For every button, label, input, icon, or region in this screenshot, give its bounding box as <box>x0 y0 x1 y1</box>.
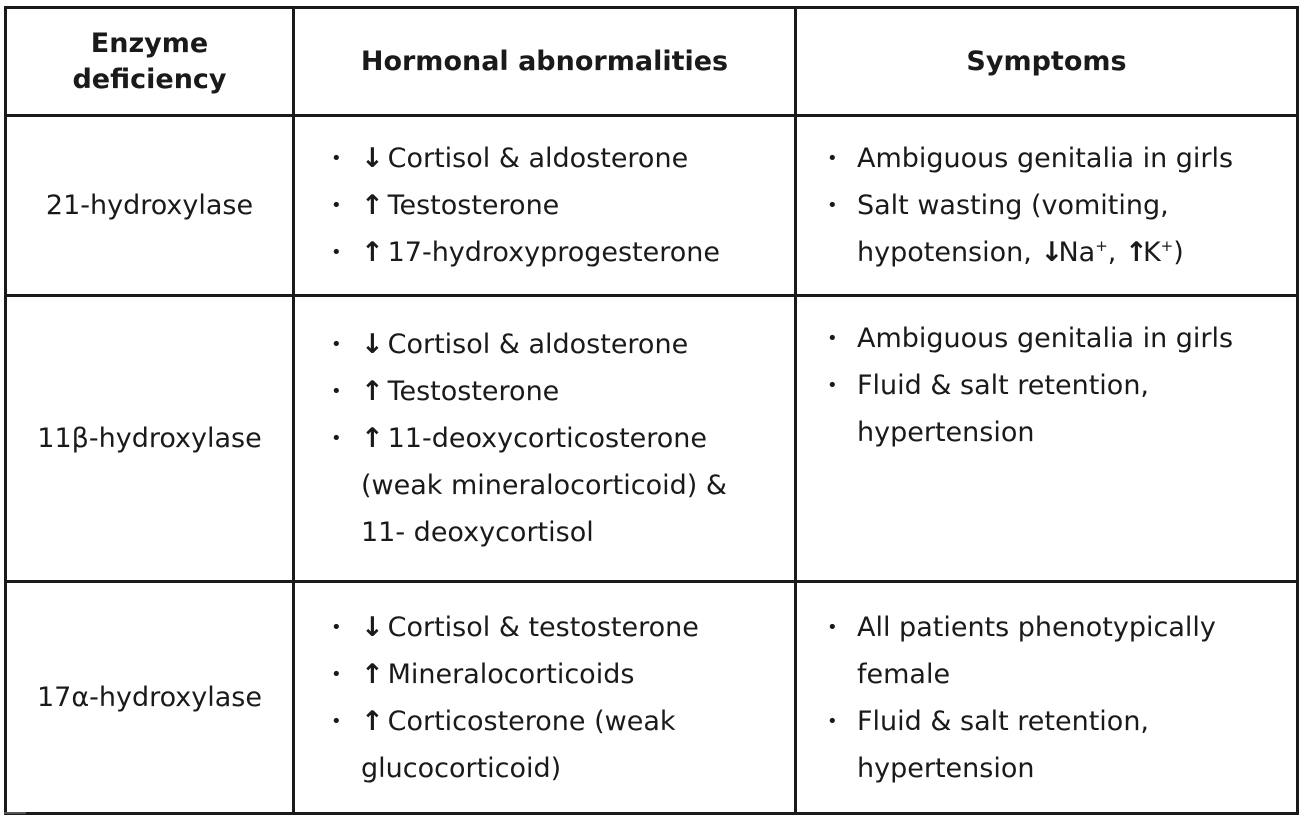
list-item-text: 11-deoxycorticosterone <box>387 423 708 454</box>
separator: , <box>1107 237 1125 268</box>
enzyme-deficiency-table <box>4 6 1299 815</box>
up-arrow-icon: ↑ <box>361 237 384 268</box>
list-item-text: hypertension <box>857 417 1035 448</box>
enzyme-name: 17α-hydroxylase <box>6 582 294 814</box>
list-item <box>331 229 794 276</box>
down-arrow-icon: ↓ <box>361 143 384 174</box>
hormonal-cell <box>294 116 796 296</box>
table-row <box>6 296 1298 582</box>
header-enzyme-line1: Enzyme <box>90 27 209 59</box>
down-arrow-icon: ↓ <box>361 329 384 360</box>
list-item-text: (weak mineralocorticoid) & <box>361 470 727 501</box>
list-item-text: Corticosterone (weak <box>387 705 676 737</box>
list-item <box>331 604 794 651</box>
page-edge-mark <box>4 812 26 814</box>
symptoms-list <box>797 135 1296 276</box>
list-item-text: Testosterone <box>387 376 560 407</box>
list-item-text: hypertension <box>857 752 1035 784</box>
list-item <box>827 604 1296 698</box>
list-item <box>331 698 794 792</box>
list-item <box>827 698 1296 792</box>
symptoms-cell <box>796 296 1298 582</box>
up-arrow-icon: ↑ <box>361 376 384 407</box>
charge-superscript: + <box>1095 237 1108 255</box>
sodium-label: Na <box>1058 237 1096 268</box>
down-arrow-icon: ↓ <box>361 611 384 643</box>
list-item <box>827 362 1296 456</box>
list-item <box>827 182 1296 276</box>
list-item <box>331 368 794 415</box>
list-item-text: glucocorticoid) <box>361 752 562 784</box>
list-item <box>331 651 794 698</box>
hormonal-cell <box>294 582 796 814</box>
symptoms-list <box>797 315 1296 456</box>
list-item-text: 11- deoxycortisol <box>361 517 594 548</box>
list-item-text: Fluid & salt retention, <box>857 705 1150 737</box>
list-item-text: Cortisol & aldosterone <box>387 329 689 360</box>
enzyme-name: 11β-hydroxylase <box>6 296 294 582</box>
list-item-text: hypotension, <box>857 237 1041 268</box>
list-item <box>331 135 794 182</box>
up-arrow-icon: ↑ <box>361 423 384 454</box>
header-enzyme-deficiency <box>6 8 294 116</box>
list-item-text: Cortisol & testosterone <box>387 611 699 643</box>
list-item <box>331 415 794 556</box>
list-item-text: Salt wasting (vomiting, <box>857 190 1169 221</box>
header-enzyme-line2: deficiency <box>72 63 227 95</box>
charge-superscript: + <box>1160 237 1174 255</box>
list-item-text: Cortisol & aldosterone <box>387 143 689 174</box>
header-symptoms: Symptoms <box>796 8 1298 116</box>
hormonal-list <box>295 321 794 556</box>
up-arrow-icon: ↑ <box>361 190 384 221</box>
list-item-text: Ambiguous genitalia in girls <box>857 143 1234 174</box>
table-row <box>6 116 1298 296</box>
list-item-text: All patients phenotypically <box>857 611 1216 643</box>
list-item-text: Ambiguous genitalia in girls <box>857 323 1234 354</box>
up-arrow-icon: ↑ <box>361 658 384 690</box>
list-item-text: Fluid & salt retention, <box>857 370 1150 401</box>
up-arrow-icon: ↑ <box>361 705 384 737</box>
list-item-text: 17-hydroxyprogesterone <box>387 237 721 268</box>
symptoms-cell <box>796 116 1298 296</box>
list-item <box>331 321 794 368</box>
header-row <box>6 8 1298 116</box>
list-item-text: female <box>857 658 951 690</box>
hormonal-list <box>295 604 794 792</box>
up-arrow-icon: ↑ <box>1124 237 1148 268</box>
list-item <box>827 315 1296 362</box>
list-item-text: Testosterone <box>387 190 560 221</box>
list-item <box>331 182 794 229</box>
potassium-label: K <box>1142 237 1161 268</box>
list-item-text: Mineralocorticoids <box>387 658 635 690</box>
enzyme-name: 21-hydroxylase <box>6 116 294 296</box>
symptoms-list <box>797 604 1296 792</box>
down-arrow-icon: ↓ <box>1040 237 1064 268</box>
closing-paren: ) <box>1173 237 1184 268</box>
table-row <box>6 582 1298 814</box>
header-hormonal-abnormalities: Hormonal abnormalities <box>294 8 796 116</box>
hormonal-list <box>295 135 794 276</box>
symptoms-cell <box>796 582 1298 814</box>
list-item <box>827 135 1296 182</box>
hormonal-cell <box>294 296 796 582</box>
